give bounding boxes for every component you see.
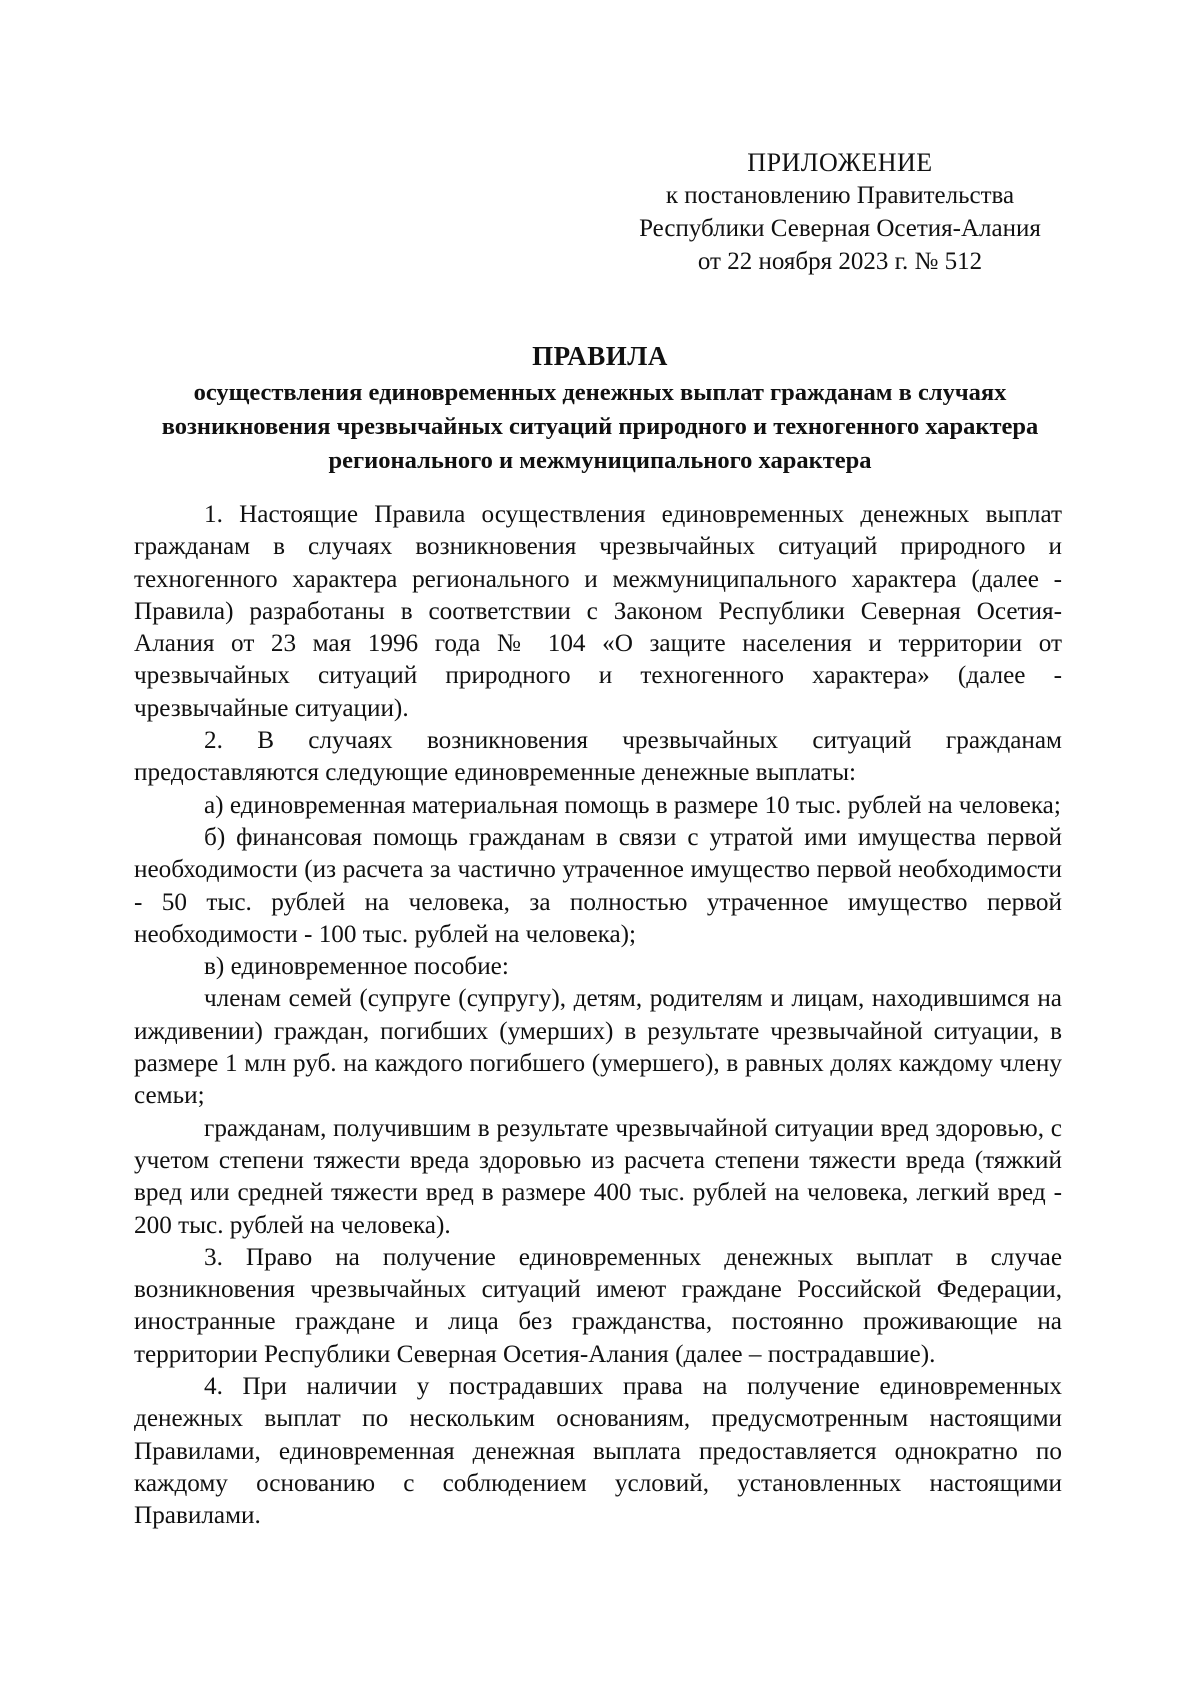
title-subtitle: осуществления единовременных денежных выплат гражданам в случаях возникновения чрезвычайных ситуаций природного и техногенного характера регионального и межмуниципального характера [161,379,1039,474]
paragraph-2c-health: гражданам, получившим в результате чрезвычайной ситуации вред здоровью, с учетом степени тяжести вреда здоровью из расчета степени тяжести вреда (тяжкий вред или средней тяжести вред в размере 400 тыс. рублей на человека, легкий вред - 200 тыс. рублей на человека). [134,1114,1062,1239]
appendix-line-date-number: от 22 ноября 2023 г. № 512 [697,248,983,275]
paragraph-2b: б) финансовая помощь гражданам в связи с утратой ими имущества первой необходимости (из расчета за частично утраченное имущество первой необходимости - 50 тыс. рублей на человека, за полностью утраченное имущество первой необходимости - 100 тыс. рублей на человека); [134,823,1062,948]
paragraph-3: 3. Право на получение единовременных денежных выплат в случае возникновения чрезвычайных ситуаций имеют граждане Российской Федерации, иностранные граждане и лица без гражданства, постоянно проживающие на территории Республики Северная Осетия-Алания (далее – пострадавшие). [134,1243,1062,1368]
paragraph-1: 1. Настоящие Правила осуществления единовременных денежных выплат гражданам в случаях возникновения чрезвычайных ситуаций природного и техногенного характера регионального и межмуниципального характера (далее - Правила) разработаны в соответствии с Законом Республики Северная Осетия-Алания от 23 мая 1996 года № 104 «О защите населения и территории от чрезвычайных ситуаций природного и техногенного характера» (далее - чрезвычайные ситуации). [134,501,1062,722]
paragraph-4: 4. При наличии у пострадавших права на получение единовременных денежных выплат по нескольким основаниям, предусмотренным настоящими Правилами, единовременная денежная выплата предоставляется однократно по каждому основанию с соблюдением условий, установленных настоящими Правилами. [134,1373,1062,1530]
appendix-heading: ПРИЛОЖЕНИЕ [747,148,933,177]
appendix-line-republic: Республики Северная Осетия-Алания [639,215,1041,242]
paragraph-2c: в) единовременное пособие: [204,953,509,981]
paragraph-2c-families: членам семей (супруге (супругу), детям, родителям и лицам, находившимся на иждивении) граждан, погибших (умерших) в результате чрезвычайной ситуации, в размере 1 млн руб. на каждого погибшего (умершего), в равных долях каждому члену семьи; [134,985,1062,1110]
paragraph-2: 2. В случаях возникновения чрезвычайных ситуаций гражданам предоставляются следующие единовременные денежные выплаты: [134,727,1062,787]
appendix-line-resolution: к постановлению Правительства [665,182,1015,209]
appendix-header [600,146,1080,278]
document-title [128,338,1072,478]
title-main: ПРАВИЛА [532,341,668,371]
paragraph-2a: а) единовременная материальная помощь в размере 10 тыс. рублей на человека; [204,791,1061,819]
document-body [134,499,1062,1533]
